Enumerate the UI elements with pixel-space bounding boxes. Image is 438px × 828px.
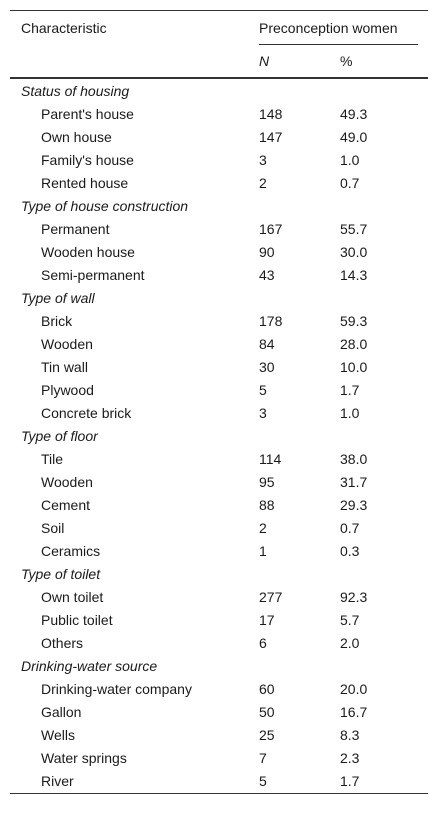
table-row (10, 263, 428, 286)
table-row (10, 608, 428, 631)
row-pct-value: 29.3 (340, 496, 368, 513)
table-row (10, 378, 428, 401)
row-n-value: 2 (259, 174, 267, 191)
table-row (10, 470, 428, 493)
table-row (10, 332, 428, 355)
table-row (10, 723, 428, 746)
row-n-value: 90 (259, 243, 275, 260)
section-row (10, 562, 428, 585)
row-pct-value: 30.0 (340, 243, 368, 260)
row-label: Ceramics (41, 542, 101, 559)
section-row (10, 424, 428, 447)
row-label: Concrete brick (41, 404, 132, 421)
row-label: Wooden (41, 335, 93, 352)
table-row (10, 309, 428, 332)
table-row (10, 700, 428, 723)
row-pct-value: 38.0 (340, 450, 368, 467)
table-body (10, 78, 428, 794)
row-n-value: 43 (259, 266, 275, 283)
row-n-value: 114 (259, 450, 282, 467)
table-row (10, 355, 428, 378)
table-row (10, 102, 428, 125)
row-n-value: 84 (259, 335, 275, 352)
row-pct-value: 1.0 (340, 151, 360, 168)
row-label: Own toilet (41, 588, 104, 605)
row-label: Rented house (41, 174, 129, 191)
row-n-value: 7 (259, 749, 267, 766)
row-pct-value: 1.0 (340, 404, 360, 421)
row-label: Tile (41, 450, 64, 467)
row-pct-value: 10.0 (340, 358, 368, 375)
table-row (10, 217, 428, 240)
row-pct-value: 59.3 (340, 312, 368, 329)
table-row (10, 677, 428, 700)
section-title: Type of house construction (21, 197, 189, 214)
table-row (10, 171, 428, 194)
row-pct-value: 0.7 (340, 174, 360, 191)
table-row (10, 585, 428, 608)
row-n-value: 5 (259, 381, 267, 398)
header-empty-cell (10, 45, 248, 78)
row-n-value: 25 (259, 726, 275, 743)
row-pct-value: 28.0 (340, 335, 368, 352)
row-pct-value: 2.0 (340, 634, 360, 651)
table-row (10, 125, 428, 148)
row-n-value: 3 (259, 404, 267, 421)
row-pct-value: 49.3 (340, 105, 368, 122)
section-row (10, 286, 428, 309)
row-label: Wells (41, 726, 75, 743)
row-label: Public toilet (41, 611, 113, 628)
row-n-value: 147 (259, 128, 283, 145)
row-n-value: 30 (259, 358, 275, 375)
table-row (10, 631, 428, 654)
section-title: Type of toilet (21, 565, 101, 582)
row-label: Tin wall (41, 358, 88, 375)
table-row (10, 447, 428, 470)
row-pct-value: 20.0 (340, 680, 368, 697)
row-pct-value: 0.3 (340, 542, 360, 559)
table-row (10, 746, 428, 769)
table-row (10, 148, 428, 171)
row-label: Brick (41, 312, 73, 329)
header-row-1 (10, 11, 428, 46)
row-n-value: 277 (259, 588, 283, 605)
row-label: Semi-permanent (41, 266, 145, 283)
group-header: Preconception women (248, 11, 428, 46)
row-n-value: 95 (259, 473, 275, 490)
row-pct-value: 8.3 (340, 726, 360, 743)
row-pct-value: 31.7 (340, 473, 368, 490)
data-table-container (10, 10, 428, 794)
section-row (10, 194, 428, 217)
table-row (10, 539, 428, 562)
row-n-value: 178 (259, 312, 283, 329)
row-label: Drinking-water company (41, 680, 192, 697)
table-row (10, 493, 428, 516)
row-label: Family's house (41, 151, 134, 168)
row-label: Wooden house (41, 243, 135, 260)
table-row (10, 769, 428, 794)
row-pct-value: 49.0 (340, 128, 368, 145)
row-label: Plywood (41, 381, 94, 398)
row-label: Parent's house (41, 105, 134, 122)
row-pct-value: 1.7 (330, 769, 428, 794)
section-title: Type of wall (21, 289, 95, 306)
section-row (10, 654, 428, 677)
row-label: Cement (41, 496, 91, 513)
row-pct-value: 2.3 (340, 749, 360, 766)
row-n-value: 60 (259, 680, 275, 697)
row-pct-value: 92.3 (340, 588, 368, 605)
section-title: Type of floor (21, 427, 98, 444)
row-n-value: 148 (259, 105, 283, 122)
table-row (10, 401, 428, 424)
row-pct-value: 14.3 (340, 266, 368, 283)
row-pct-value: 1.7 (340, 381, 360, 398)
row-label: River (10, 769, 248, 794)
header-row-2 (10, 45, 428, 78)
row-n-value: 3 (259, 151, 267, 168)
row-n-value: 6 (259, 634, 267, 651)
row-pct-value: 55.7 (340, 220, 368, 237)
row-n-value: 1 (259, 542, 267, 559)
table-row (10, 240, 428, 263)
row-label: Water springs (41, 749, 127, 766)
row-label: Wooden (41, 473, 93, 490)
row-pct-value: 16.7 (340, 703, 368, 720)
row-label: Others (41, 634, 84, 651)
row-n-value: 167 (259, 220, 283, 237)
row-pct-value: 5.7 (340, 611, 360, 628)
row-n-value: 5 (248, 769, 330, 794)
row-label: Gallon (41, 703, 82, 720)
pct-header: % (330, 45, 428, 78)
table-row (10, 516, 428, 539)
section-title: Drinking-water source (21, 657, 158, 674)
row-n-value: 17 (259, 611, 275, 628)
characteristic-header: Characteristic (10, 11, 248, 46)
housing-characteristics-table (10, 10, 428, 794)
row-pct-value: 0.7 (340, 519, 360, 536)
section-row (10, 78, 428, 102)
row-n-value: 88 (259, 496, 275, 513)
row-label: Own house (41, 128, 112, 145)
row-n-value: 50 (259, 703, 275, 720)
row-n-value: 2 (259, 519, 267, 536)
row-label: Permanent (41, 220, 110, 237)
n-header: N (248, 45, 330, 78)
section-title: Status of housing (21, 82, 130, 99)
row-label: Soil (41, 519, 65, 536)
